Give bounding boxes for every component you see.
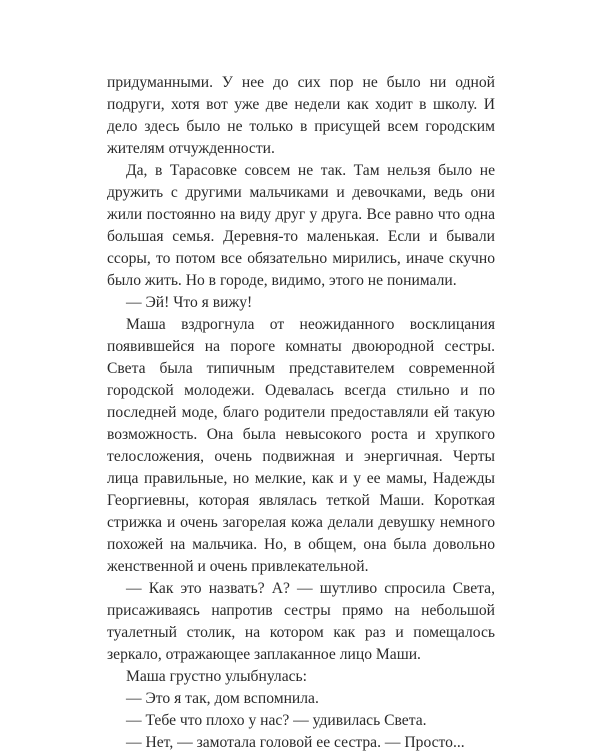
- paragraph-continuation: придуманными. У нее до сих пор не было ни одной подруги, хотя вот уже две недели как ходит в школу. И дело здесь было не только в присущей всем городским жителям отчужденности.: [107, 74, 495, 157]
- paragraph-sveta-question: — Как это назвать? А? — шутливо спросила Света, присаживаясь напротив сестры прямо на небольшой туалетный столик, на котором как раз и помещалось зеркало, отражающее заплаканное лицо Маши.: [107, 580, 495, 663]
- paragraph-sveta-description: Маша вздрогнула от неожиданного восклицания появившейся на пороге комнаты двоюродной сестры. Света была типичным представителем современной городской молодежи. Одевалась всегда стильно и по последней моде, благо родители предоставляли ей такую возможность. Она была невысокого роста и хрупкого телосложения, очень подвижная и энергичная. Черты лица правильные, но мелкие, как и у ее мамы, Надежды Георгиевны, которая являлась теткой Маши. Короткая стрижка и очень загорелая кожа делали девушку немного похожей на мальчика. Но, в общем, она была довольно женственной и очень привлекательной.: [107, 316, 495, 575]
- dialogue-line: — Это я так, дом вспомнила.: [126, 690, 319, 707]
- dialogue-line: — Эй! Что я вижу!: [126, 294, 253, 311]
- page-text: [107, 72, 495, 754]
- dialogue-line: — Нет, — замотала головой ее сестра. — Просто...: [126, 734, 465, 751]
- dialogue-line: — Тебе что плохо у нас? — удивилась Света.: [126, 712, 427, 729]
- paragraph-masha-smiled: Маша грустно улыбнулась:: [126, 668, 308, 685]
- paragraph-tarasovka: Да, в Тарасовке совсем не так. Там нельзя было не дружить с другими мальчиками и девочками, ведь они жили постоянно на виду друг у друга. Все равно что одна большая семья. Деревня-то маленькая. Если и бывали ссоры, то потом все обязательно мирились, иначе скучно было жить. Но в городе, видимо, этого не понимали.: [107, 162, 495, 289]
